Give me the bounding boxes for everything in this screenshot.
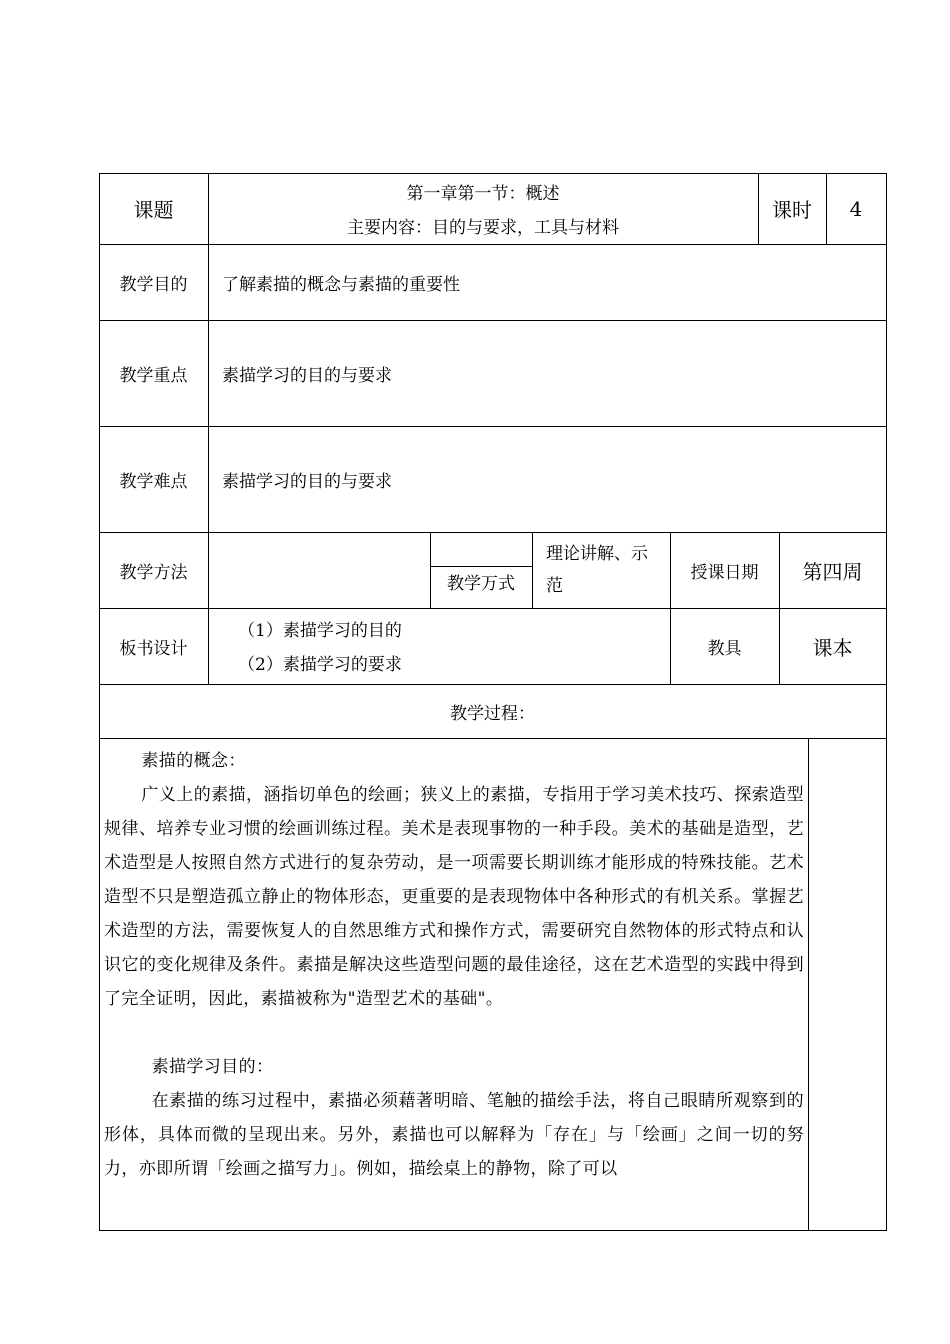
objective-label: 教学目的 <box>119 274 188 295</box>
tools-value: 课本 <box>812 635 853 660</box>
paragraph-spacer <box>104 1016 804 1050</box>
key-point-label: 教学重点 <box>119 365 188 386</box>
board-items <box>208 608 670 684</box>
table-border-bottom <box>99 1230 887 1231</box>
process-body <box>104 744 804 1186</box>
table-border-right <box>886 173 887 1231</box>
objective-value: 了解素描的概念与素描的重要性 <box>222 274 460 295</box>
board-label: 板书设计 <box>119 638 188 659</box>
topic-main-content: 主要内容：目的与要求，工具与材料 <box>347 217 619 238</box>
date-value: 第四周 <box>802 559 863 584</box>
method-sub-value-line2: 范 <box>546 576 563 596</box>
tools-label: 教具 <box>707 638 742 659</box>
difficulty-value: 素描学习的目的与要求 <box>222 471 392 492</box>
process-side-divider <box>808 738 809 1230</box>
topic-label: 课题 <box>133 198 174 222</box>
row-divider <box>99 738 887 739</box>
method-sub-value <box>532 532 670 608</box>
purpose-heading: 素描学习目的： <box>151 1057 274 1077</box>
process-title: 教学过程： <box>450 703 535 724</box>
board-item: （1）素描学习的目的 <box>238 621 402 641</box>
method-sub-label: 教学万式 <box>447 573 515 594</box>
key-point-value: 素描学习的目的与要求 <box>222 365 392 386</box>
hours-value: 4 <box>849 196 863 221</box>
purpose-paragraph: 在素描的练习过程中，素描必须藉著明暗、笔触的描绘手法，将自己眼睛所观察到的形体，具体而微的呈现出来。另外，素描也可以解释为「存在」与「绘画」之间一切的努力，亦即所谓「绘画之描写力」。例如，描绘桌上的静物，除了可以 <box>104 1091 804 1179</box>
hours-label: 课时 <box>772 198 812 222</box>
concept-paragraph: 广义上的素描，涵指切单色的绘画；狭义上的素描，专指用于学习美术技巧、探索造型规律、培养专业习惯的绘画训练过程。美术是表现事物的一种手段。美术的基础是造型，艺术造型是人按照自然方式进行的复杂劳动，是一项需要长期训练才能形成的特殊技能。艺术造型不只是塑造孤立静止的物体形态，更重要的是表现物体中各种形式的有机关系。掌握艺术造型的方法，需要恢复人的自然思维方式和操作方式，需要研究自然物体的形式特点和认识它的变化规律及条件。素描是解决这些造型问题的最佳途径，这在艺术造型的实践中得到了完全证明，因此，素描被称为"造型艺术的基础"。 <box>104 785 804 1009</box>
date-label: 授课日期 <box>690 562 759 583</box>
difficulty-label: 教学难点 <box>119 471 188 492</box>
topic-content <box>208 173 758 244</box>
method-label: 教学方法 <box>119 562 188 583</box>
board-item: （2）素描学习的要求 <box>238 655 402 675</box>
method-sub-value-line1: 理论讲解、示 <box>546 544 648 564</box>
concept-heading: 素描的概念： <box>141 751 246 771</box>
topic-title: 第一章第一节：概述 <box>406 183 560 204</box>
